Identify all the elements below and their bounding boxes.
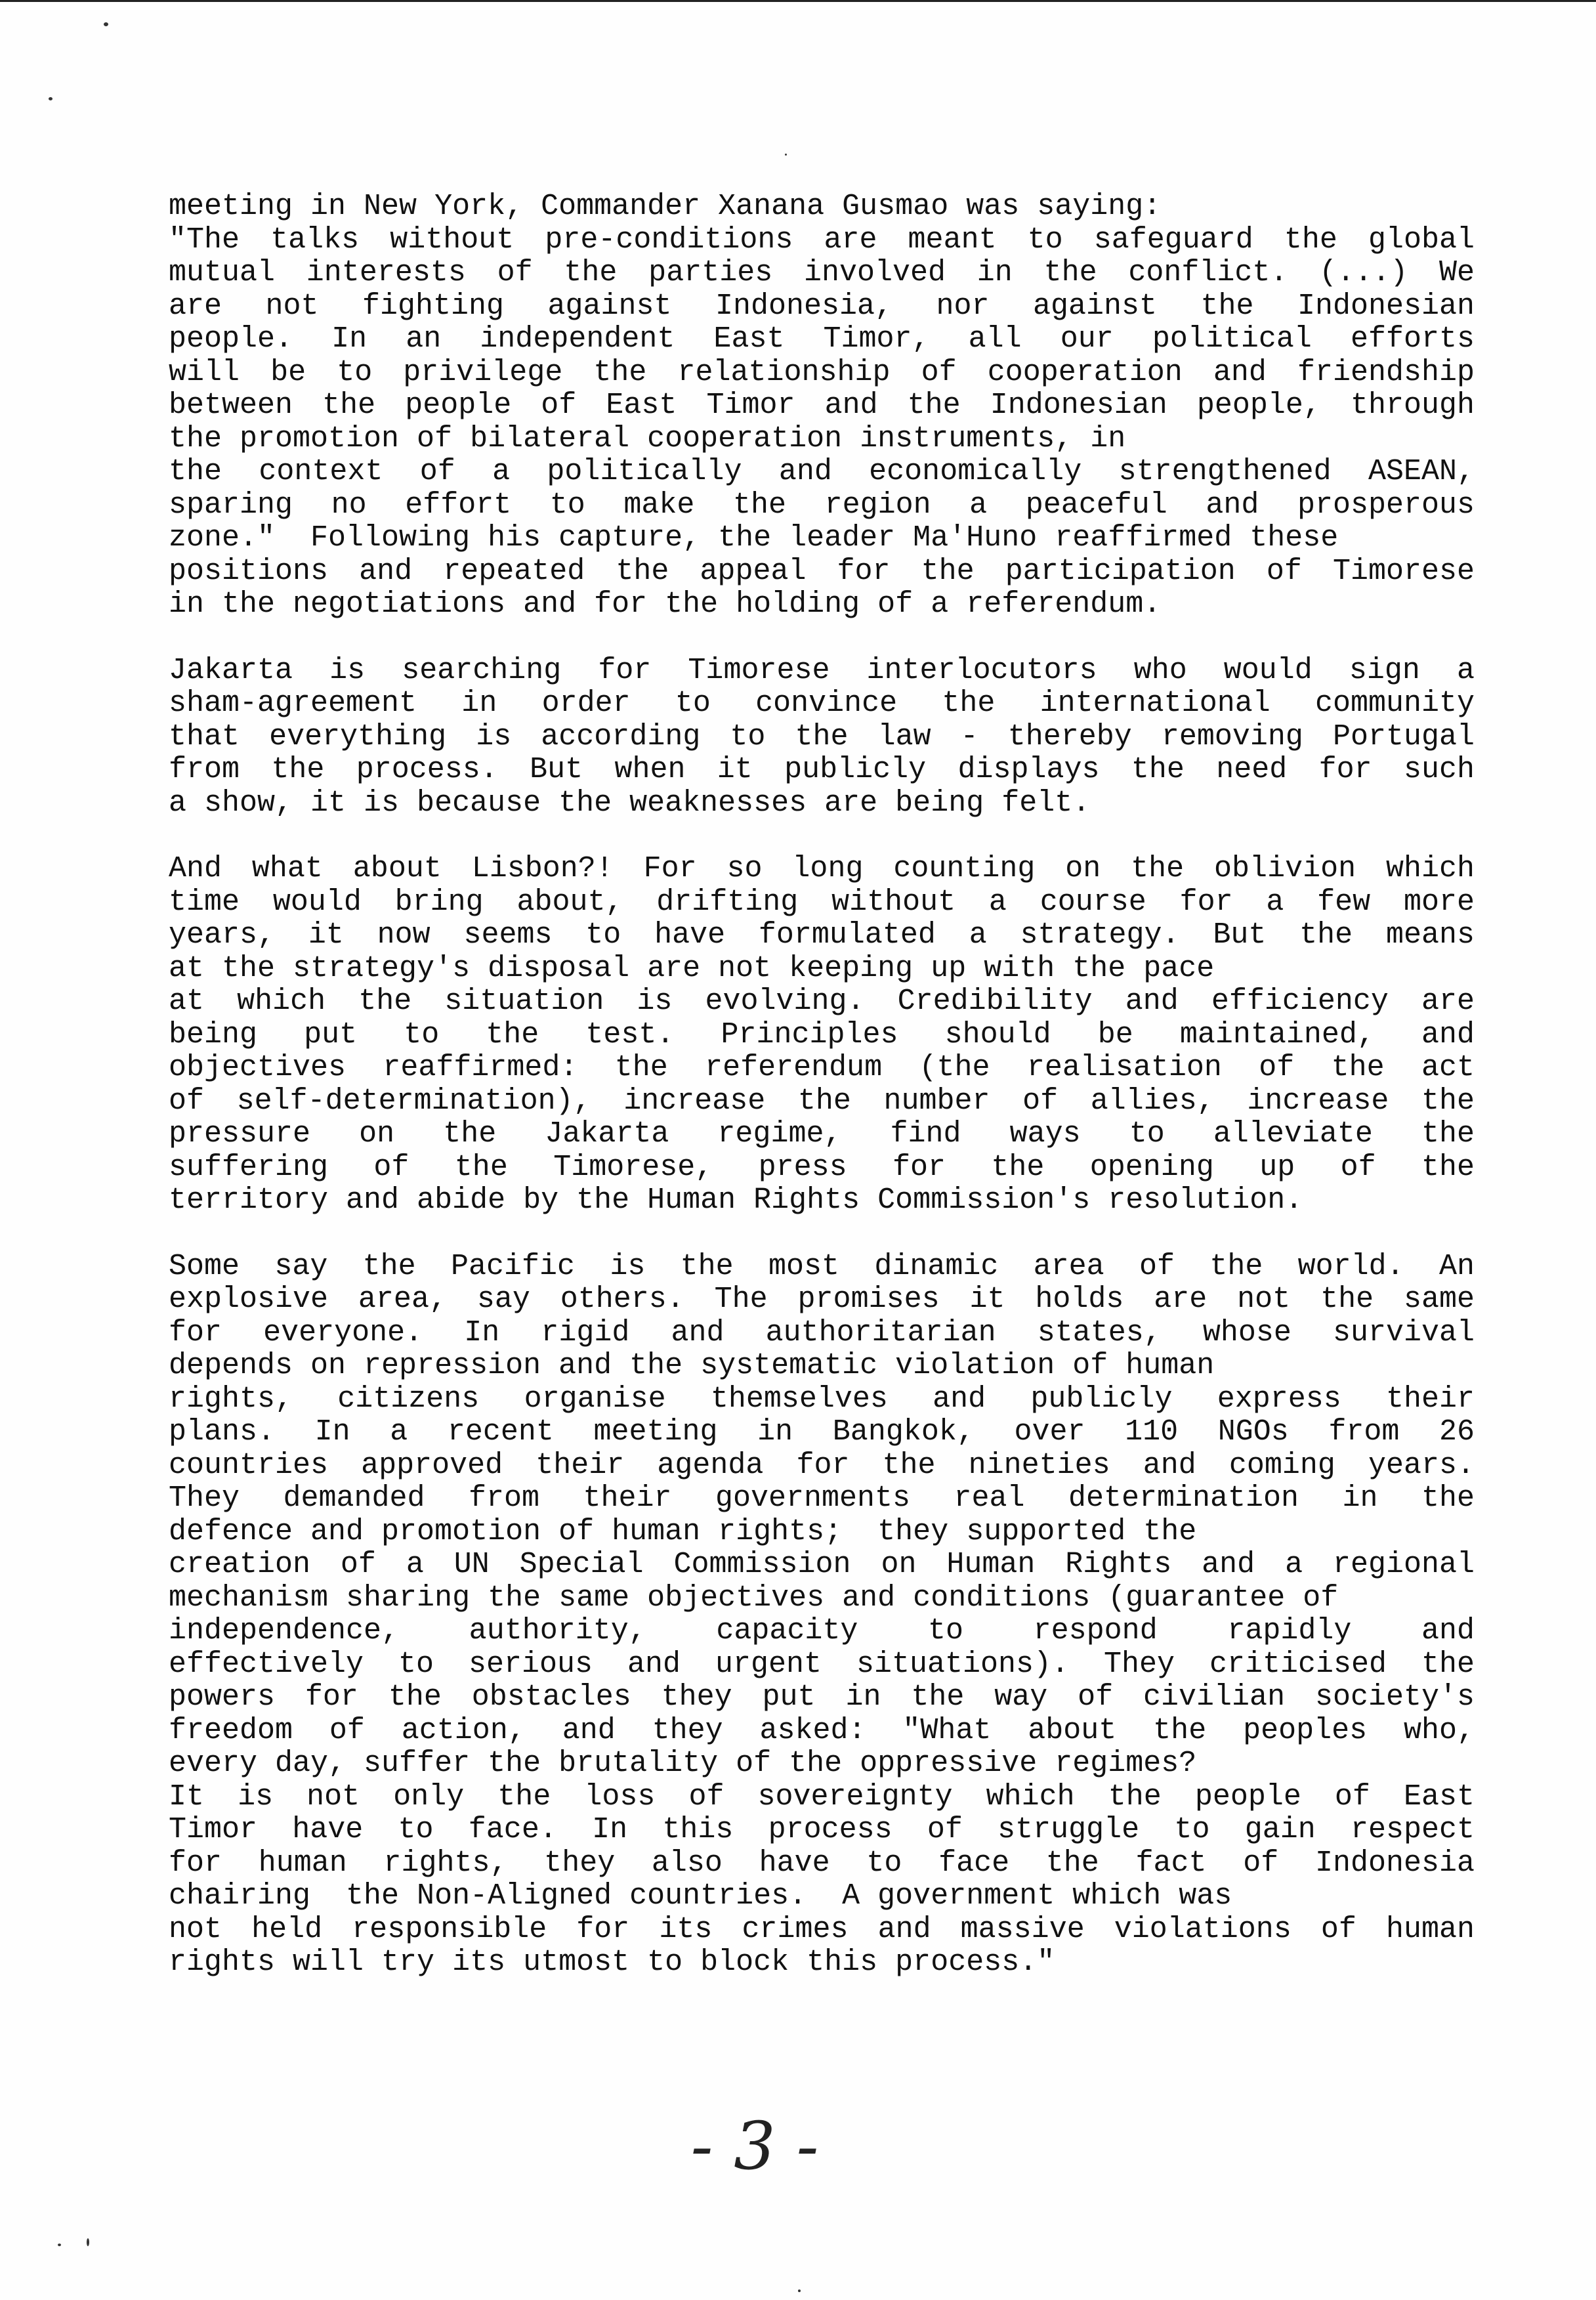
text-line: Timor have to face. In this process of struggle to gain respect	[169, 1814, 1475, 1846]
text-line: And what about Lisbon?! For so long counting on the oblivion which	[169, 853, 1475, 885]
text-line: independence, authority, capacity to respond rapidly and	[169, 1615, 1475, 1648]
text-line: suffering of the Timorese, press for the opening up of the	[169, 1151, 1475, 1184]
text-line: Jakarta is searching for Timorese interlocutors who would sign a	[169, 654, 1475, 687]
text-line: rights, citizens organise themselves and publicly express their	[169, 1382, 1475, 1416]
text-line: in the negotiations and for the holding of a referendum.	[169, 588, 1162, 621]
paragraph	[169, 853, 1475, 1218]
text-line: depends on repression and the systematic violation of human	[169, 1350, 1215, 1382]
text-line: It is not only the loss of sovereignty which the people of East	[169, 1780, 1475, 1814]
paragraph	[169, 654, 1475, 820]
text-line: for everyone. In rigid and authoritarian states, whose survival	[169, 1316, 1475, 1350]
text-line: mutual interests of the parties involved in the conflict. (...) We	[169, 257, 1475, 289]
text-line: effectively to serious and urgent situations). They criticised the	[169, 1648, 1475, 1681]
text-line: territory and abide by the Human Rights Commission's resolution.	[169, 1184, 1303, 1217]
text-line: They demanded from their governments real determination in the	[169, 1482, 1475, 1515]
text-line: from the process. But when it publicly displays the need for such	[169, 754, 1475, 786]
text-line: "The talks without pre-conditions are meant to safeguard the global	[169, 223, 1475, 257]
text-line: the context of a politically and economically strengthened ASEAN,	[169, 456, 1475, 488]
text-line: that everything is according to the law - thereby removing Portugal	[169, 720, 1475, 754]
scan-speck	[87, 2238, 89, 2246]
text-line: powers for the obstacles they put in the way of civilian society's	[169, 1681, 1475, 1714]
text-line: the promotion of bilateral cooperation instruments, in	[169, 422, 1126, 456]
text-line: plans. In a recent meeting in Bangkok, over 110 NGOs from 26	[169, 1416, 1475, 1449]
paragraph	[169, 190, 1475, 622]
text-line: Some say the Pacific is the most dinamic area of the world. An	[169, 1250, 1475, 1283]
text-line: people. In an independent East Timor, all our political efforts	[169, 323, 1475, 356]
text-line: explosive area, say others. The promises it holds are not the same	[169, 1283, 1475, 1316]
paragraph	[169, 1250, 1475, 1980]
text-line: not held responsible for its crimes and massive violations of human	[169, 1913, 1475, 1946]
text-line: a show, it is because the weaknesses are being felt.	[169, 786, 1091, 820]
text-line: years, it now seems to have formulated a strategy. But the means	[169, 919, 1475, 952]
text-line: defence and promotion of human rights; they supported the	[169, 1515, 1197, 1548]
text-line: countries approved their agenda for the nineties and coming years.	[169, 1449, 1475, 1482]
text-line: at which the situation is evolving. Credibility and efficiency are	[169, 985, 1475, 1018]
text-line: sparing no effort to make the region a peaceful and prosperous	[169, 488, 1475, 522]
text-line: will be to privilege the relationship of cooperation and friendship	[169, 356, 1475, 389]
text-line: being put to the test. Principles should be maintained, and	[169, 1018, 1475, 1052]
text-line: positions and repeated the appeal for the participation of Timorese	[169, 555, 1475, 588]
scan-top-edge	[0, 0, 1596, 2]
scan-speck	[104, 22, 108, 26]
text-line: are not fighting against Indonesia, nor against the Indonesian	[169, 289, 1475, 323]
scan-speck	[58, 2244, 61, 2246]
text-line: chairing the Non-Aligned countries. A government which was	[169, 1880, 1232, 1913]
text-line: sham-agreement in order to convince the international community	[169, 687, 1475, 720]
text-line: creation of a UN Special Commission on Human Rights and a regional	[169, 1548, 1475, 1581]
scan-speck	[785, 154, 787, 156]
text-line: between the people of East Timor and the Indonesian people, through	[169, 389, 1475, 422]
text-line: zone." Following his capture, the leader Ma'Huno reaffirmed these	[169, 522, 1339, 555]
text-line: mechanism sharing the same objectives and conditions (guarantee of	[169, 1581, 1339, 1615]
text-line: of self-determination), increase the number of allies, increase the	[169, 1084, 1475, 1118]
text-line: freedom of action, and they asked: "What about the peoples who,	[169, 1714, 1475, 1747]
text-line: meeting in New York, Commander Xanana Gusmao was saying:	[169, 190, 1162, 223]
scan-speck	[798, 2289, 801, 2292]
text-line: objectives reaffirmed: the referendum (the realisation of the act	[169, 1052, 1475, 1084]
scan-speck	[49, 97, 52, 100]
text-line: for human rights, they also have to face the fact of Indonesia	[169, 1846, 1475, 1880]
document-body	[169, 190, 1475, 2012]
page-number-handwritten: - 3 -	[690, 2108, 819, 2184]
text-line: at the strategy's disposal are not keeping up with the pace	[169, 952, 1215, 985]
text-line: pressure on the Jakarta regime, find ways to alleviate the	[169, 1118, 1475, 1151]
text-line: time would bring about, drifting without a course for a few more	[169, 885, 1475, 919]
text-line: every day, suffer the brutality of the oppressive regimes?	[169, 1747, 1197, 1780]
text-line: rights will try its utmost to block this process."	[169, 1946, 1055, 1979]
